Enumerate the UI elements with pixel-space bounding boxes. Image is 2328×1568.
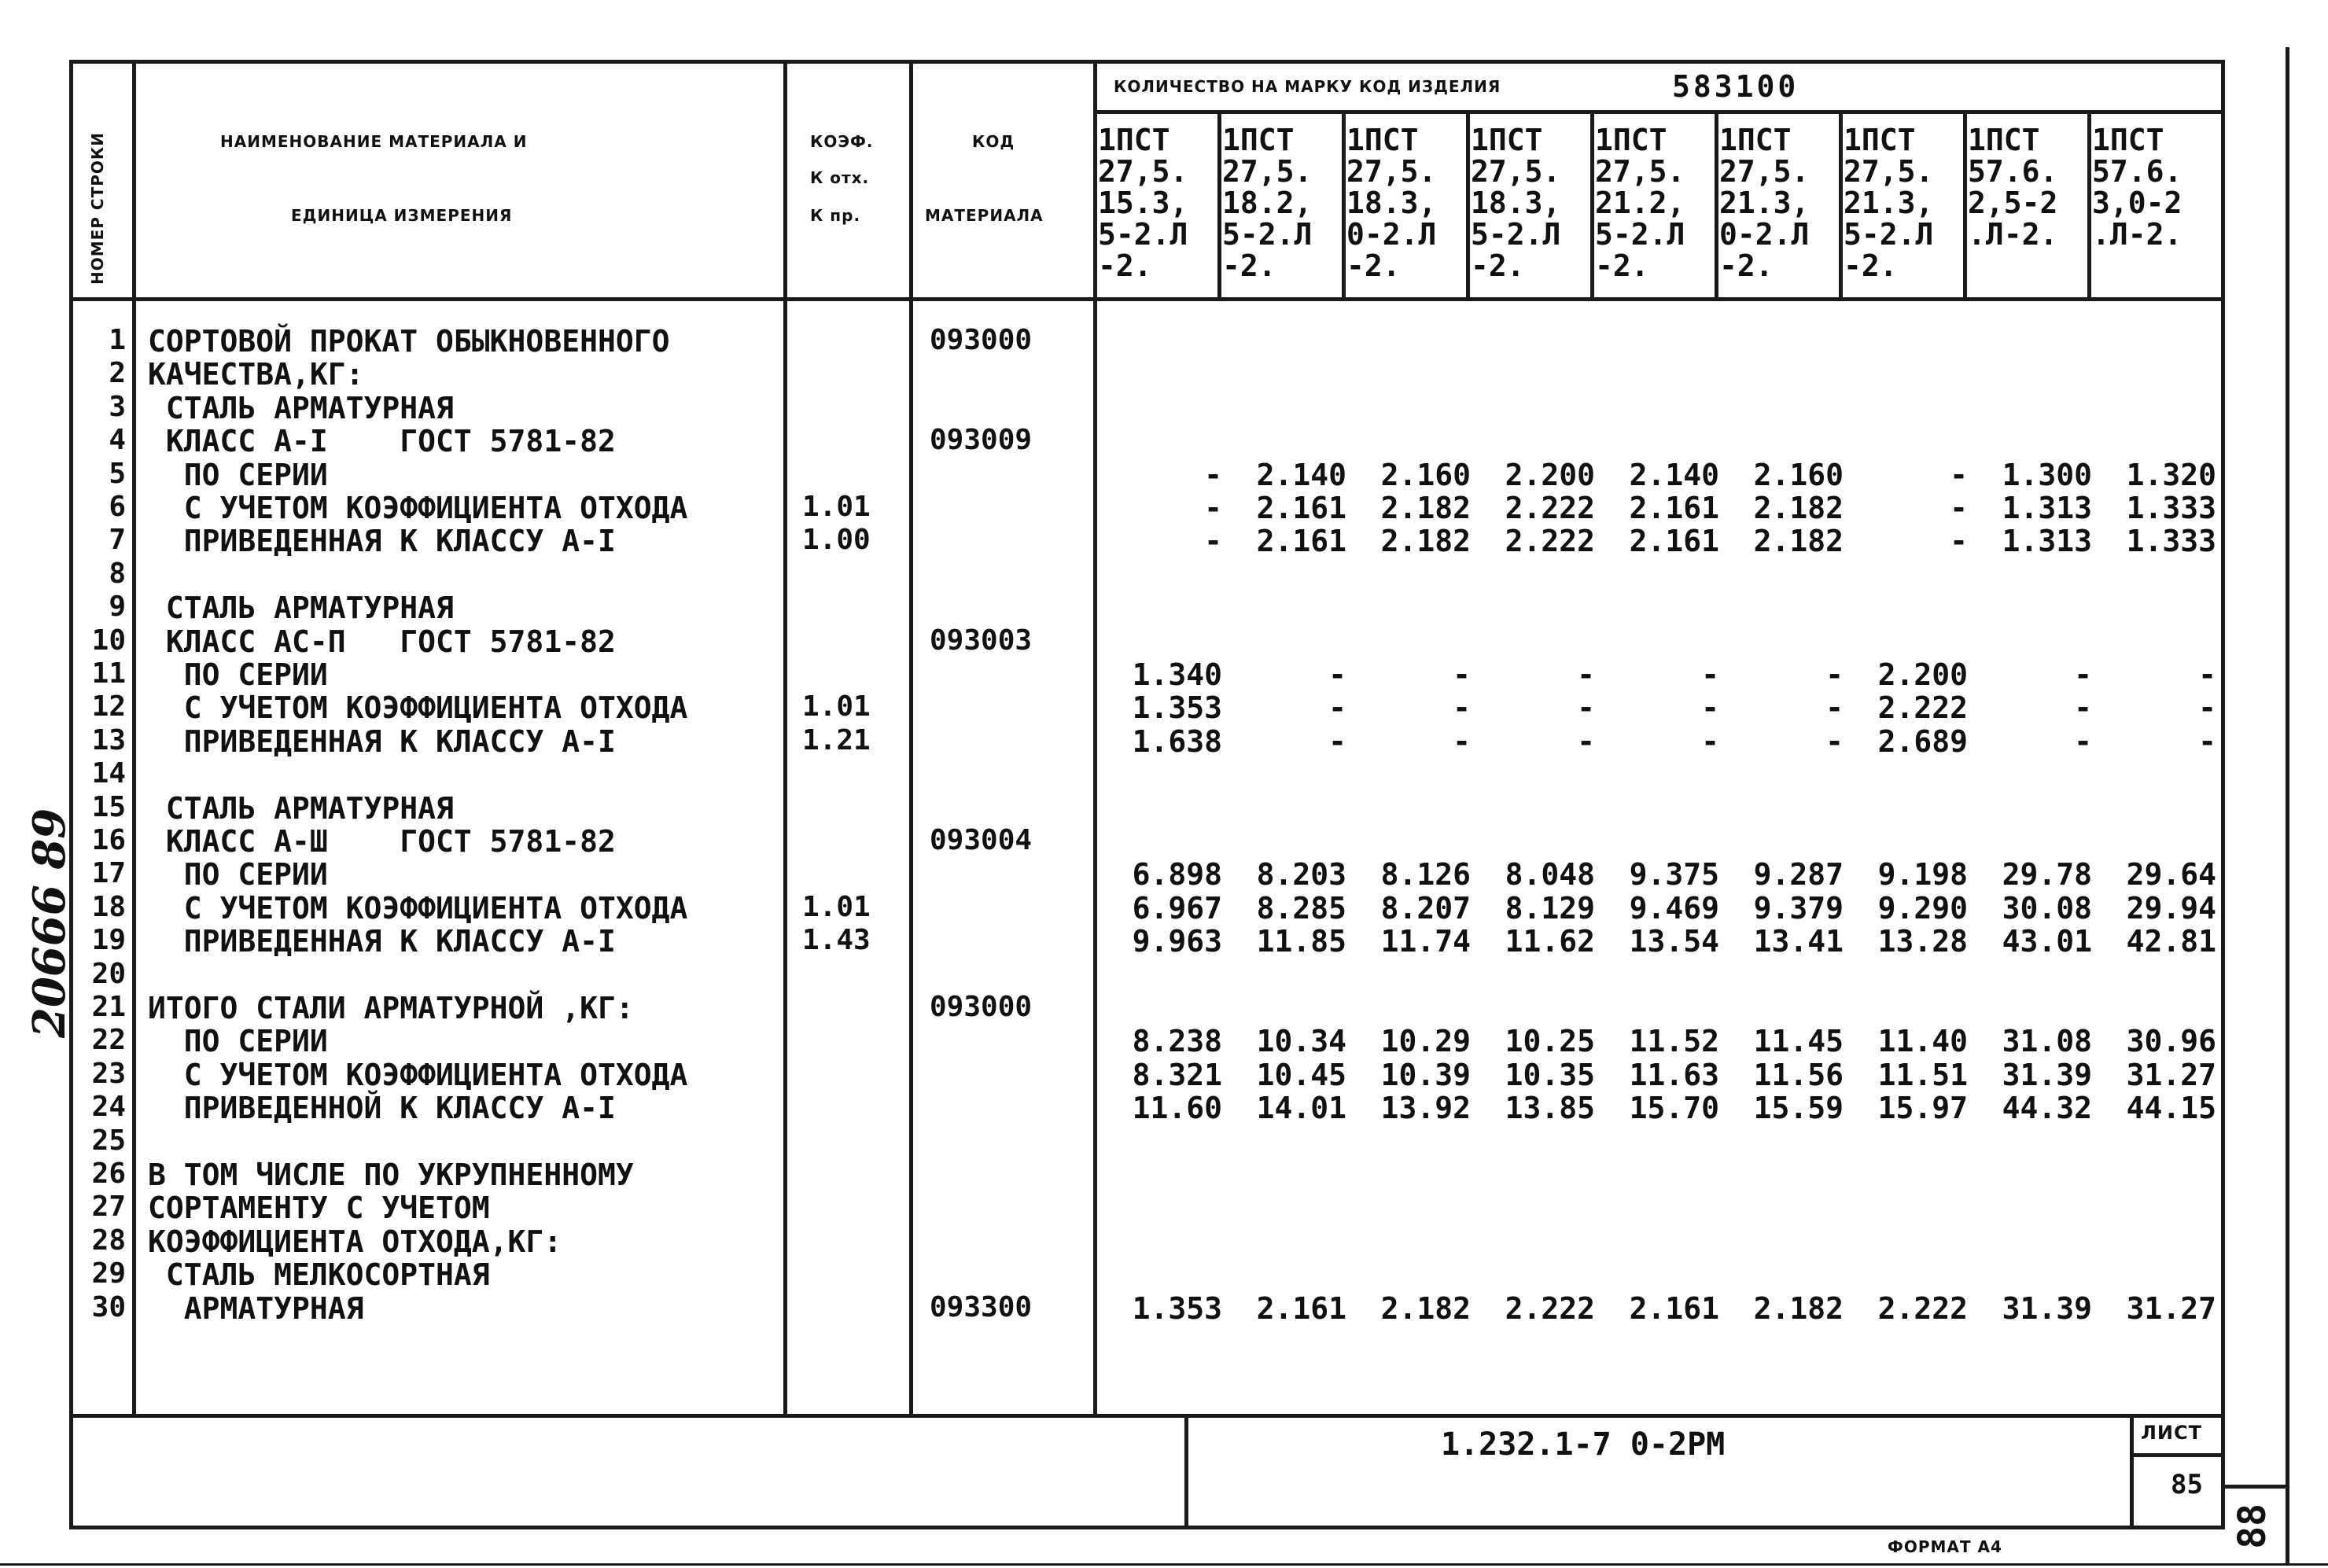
row-number: 12: [91, 690, 126, 723]
qty-header: КОЛИЧЕСТВО НА МАРКУ КОД ИЗДЕЛИЯ: [1114, 77, 1501, 96]
row-number: 27: [91, 1191, 126, 1224]
quantity-cell: 11.63: [1629, 1057, 1719, 1092]
quantity-cell: 1.313: [2002, 524, 2092, 559]
quantity-cell: 2.161: [1256, 1290, 1346, 1326]
quantity-cell: -: [2198, 690, 2216, 726]
quantity-cell: 42.81: [2126, 924, 2216, 959]
quantity-cell: 2.161: [1629, 491, 1719, 525]
sheet-box-divider: [2130, 1414, 2134, 1529]
material-name: ПО СЕРИИ: [148, 857, 328, 893]
quantity-cell: 2.160: [1380, 457, 1471, 492]
material-name: СТАЛЬ МЕЛКОСОРТНАЯ: [148, 1257, 490, 1293]
quantity-cell: 15.59: [1753, 1091, 1844, 1126]
quantity-cell: 1.333: [2126, 491, 2216, 525]
material-name: ПО СЕРИИ: [148, 457, 328, 492]
row-number: 9: [109, 591, 126, 624]
column-header-9: 1ПСТ 57.6. 3,0-2 .Л-2.: [2092, 123, 2182, 252]
row-number: 25: [91, 1124, 126, 1157]
sheet-number: 85: [2171, 1469, 2203, 1500]
row-number: 28: [91, 1224, 126, 1257]
margin-code: 20666 89: [24, 808, 76, 1038]
row-number: 30: [91, 1290, 126, 1323]
col-divider-1: [1217, 110, 1221, 301]
material-name: ИТОГО СТАЛИ АРМАТУРНОЙ ,КГ:: [148, 991, 634, 1025]
quantity-cell: 2.161: [1256, 524, 1346, 559]
quantity-cell: 2.182: [1753, 524, 1844, 559]
column-header-5: 1ПСТ 27,5. 21.2, 5-2.Л -2.: [1595, 123, 1685, 283]
material-name: ПРИВЕДЕННАЯ К КЛАССУ А-I: [148, 723, 616, 759]
quantity-cell: 9.290: [1877, 890, 1968, 926]
quantity-cell: 11.51: [1877, 1057, 1968, 1092]
quantity-cell: -: [1825, 690, 1844, 726]
material-name: ПО СЕРИИ: [148, 1024, 328, 1059]
stamp-line: [2130, 1453, 2224, 1457]
name-header-line2: ЕДИНИЦА ИЗМЕРЕНИЯ: [291, 206, 513, 225]
col-divider-6: [1839, 110, 1843, 301]
quantity-cell: 11.62: [1505, 924, 1595, 959]
quantity-cell: 8.207: [1380, 890, 1471, 926]
col-divider-7: [1963, 110, 1967, 301]
quantity-cell: 15.97: [1877, 1091, 1968, 1126]
quantity-cell: -: [1950, 524, 1968, 559]
row-number: 1: [109, 324, 126, 356]
row-number: 11: [91, 657, 126, 690]
quantity-cell: 1.353: [1132, 690, 1222, 726]
column-header-1: 1ПСТ 27,5. 15.3, 5-2.Л -2.: [1098, 123, 1188, 283]
format-label: ФОРМАТ А4: [1888, 1537, 2002, 1556]
document-code: 1.232.1-7 0-2РМ: [1441, 1426, 1726, 1463]
column-header-3: 1ПСТ 27,5. 18.3, 0-2.Л -2.: [1346, 123, 1437, 283]
stamp-divider: [1184, 1414, 1188, 1529]
quantity-cell: 8.238: [1132, 1024, 1222, 1059]
frame-left: [69, 60, 73, 1529]
col-divider-8: [2087, 110, 2091, 301]
column-header-8: 1ПСТ 57.6. 2,5-2 .Л-2.: [1968, 123, 2058, 252]
quantity-cell: 1.638: [1132, 723, 1222, 759]
quantity-cell: -: [1577, 723, 1595, 759]
quantity-cell: 2.182: [1380, 524, 1471, 559]
row-number: 4: [109, 424, 126, 457]
material-name: АРМАТУРНАЯ: [148, 1290, 364, 1326]
quantity-cell: 31.27: [2126, 1290, 2216, 1326]
quantity-cell: 6.967: [1132, 890, 1222, 926]
quantity-cell: -: [1701, 657, 1719, 692]
row-number: 7: [109, 524, 126, 557]
coefficient: 1.21: [802, 723, 871, 756]
quantity-cell: 2.161: [1629, 1290, 1719, 1326]
quantity-cell: -: [1950, 491, 1968, 525]
quantity-cell: 13.85: [1505, 1091, 1595, 1126]
row-number: 15: [91, 790, 126, 823]
row-number: 22: [91, 1024, 126, 1057]
quantity-cell: 1.340: [1132, 657, 1222, 692]
quantity-cell: 11.74: [1380, 924, 1471, 959]
quantity-cell: 8.048: [1505, 857, 1595, 893]
row-number: 21: [91, 991, 126, 1023]
row-number: 6: [109, 491, 126, 523]
column-header-2: 1ПСТ 27,5. 18.2, 5-2.Л -2.: [1222, 123, 1313, 283]
quantity-cell: 2.222: [1505, 491, 1595, 525]
coefficient: 1.00: [802, 524, 871, 557]
material-code: 093004: [930, 824, 1033, 856]
quantity-cell: 13.41: [1753, 924, 1844, 959]
quantity-cell: 10.45: [1256, 1057, 1346, 1092]
qty-header-line: [1093, 110, 2224, 114]
row-number: 26: [91, 1158, 126, 1190]
coefficient: 1.43: [802, 924, 871, 957]
row-number: 8: [109, 557, 126, 590]
quantity-cell: 2.222: [1877, 690, 1968, 726]
quantity-cell: 10.34: [1256, 1024, 1346, 1059]
quantity-cell: 11.85: [1256, 924, 1346, 959]
row-number: 10: [91, 624, 126, 657]
column-header-4: 1ПСТ 27,5. 18.3, 5-2.Л -2.: [1471, 123, 1561, 283]
quantity-cell: 11.52: [1629, 1024, 1719, 1059]
row-number: 16: [91, 824, 126, 856]
rownum-divider: [132, 60, 136, 1418]
material-name: КЛАСС А-Ш ГОСТ 5781-82: [148, 824, 616, 859]
side-sheet-number: 88: [2230, 1504, 2275, 1549]
quantity-cell: 1.320: [2126, 457, 2216, 492]
material-name: СОРТАМЕНТУ С УЧЕТОМ: [148, 1191, 490, 1226]
quantity-cell: 9.379: [1753, 890, 1844, 926]
quantity-cell: 11.60: [1132, 1091, 1222, 1126]
quantity-cell: -: [2074, 723, 2092, 759]
coef-header-line2: К отх.: [810, 168, 870, 187]
material-name: С УЧЕТОМ КОЭФФИЦИЕНТА ОТХОДА: [148, 690, 688, 726]
quantity-cell: 1.300: [2002, 457, 2092, 492]
quantity-cell: 8.129: [1505, 890, 1595, 926]
quantity-cell: 29.78: [2002, 857, 2092, 893]
column-header-7: 1ПСТ 27,5. 21.3, 5-2.Л -2.: [1844, 123, 1934, 283]
material-name: СТАЛЬ АРМАТУРНАЯ: [148, 790, 454, 826]
quantity-cell: 44.15: [2126, 1091, 2216, 1126]
quantity-cell: 11.45: [1753, 1024, 1844, 1059]
outer-right-edge: [2286, 47, 2289, 1565]
quantity-cell: 1.313: [2002, 491, 2092, 525]
quantity-cell: 1.333: [2126, 524, 2216, 559]
quantity-cell: 2.160: [1753, 457, 1844, 492]
code-header-line1: КОД: [972, 132, 1015, 151]
row-number: 5: [109, 457, 126, 490]
quantity-cell: -: [1950, 457, 1968, 492]
material-name: КАЧЕСТВА,КГ:: [148, 357, 364, 392]
product-code: 583100: [1672, 69, 1799, 104]
quantity-cell: -: [1328, 723, 1346, 759]
quantity-cell: -: [2074, 690, 2092, 726]
quantity-cell: 9.963: [1132, 924, 1222, 959]
coef-header-line3: К пр.: [810, 206, 861, 225]
row-number: 3: [109, 390, 126, 423]
quantity-cell: 10.25: [1505, 1024, 1595, 1059]
quantity-cell: 9.198: [1877, 857, 1968, 893]
quantity-cell: 9.287: [1753, 857, 1844, 893]
quantity-cell: 10.29: [1380, 1024, 1471, 1059]
quantity-cell: 13.54: [1629, 924, 1719, 959]
quantity-cell: 2.182: [1380, 491, 1471, 525]
quantity-cell: -: [1825, 723, 1844, 759]
quantity-cell: 11.56: [1753, 1057, 1844, 1092]
quantity-cell: 2.161: [1256, 491, 1346, 525]
quantity-cell: 2.222: [1505, 1290, 1595, 1326]
col-divider-5: [1715, 110, 1718, 301]
coef-divider: [909, 60, 913, 1418]
name-header-line1: НАИМЕНОВАНИЕ МАТЕРИАЛА И: [220, 132, 528, 151]
quantity-cell: -: [2198, 657, 2216, 692]
quantity-cell: 2.200: [1877, 657, 1968, 692]
header-bottom-line: [69, 297, 2224, 301]
quantity-cell: -: [1204, 524, 1222, 559]
name-divider: [783, 60, 787, 1418]
material-name: СТАЛЬ АРМАТУРНАЯ: [148, 591, 454, 626]
coefficient: 1.01: [802, 690, 871, 723]
quantity-cell: -: [1577, 657, 1595, 692]
quantity-cell: -: [1701, 690, 1719, 726]
material-name: ПРИВЕДЕННОЙ К КЛАССУ А-I: [148, 1091, 616, 1126]
quantity-cell: 44.32: [2002, 1091, 2092, 1126]
quantity-cell: 43.01: [2002, 924, 2092, 959]
quantity-cell: -: [1328, 690, 1346, 726]
quantity-cell: -: [1204, 457, 1222, 492]
quantity-cell: 2.222: [1877, 1290, 1968, 1326]
sheet-label: ЛИСТ: [2141, 1422, 2203, 1444]
quantity-cell: 2.182: [1380, 1290, 1471, 1326]
material-name: СТАЛЬ АРМАТУРНАЯ: [148, 390, 454, 425]
coefficient: 1.01: [802, 890, 871, 923]
quantity-cell: 31.39: [2002, 1290, 2092, 1326]
coef-header-line1: КОЭФ.: [810, 132, 874, 151]
quantity-cell: 13.28: [1877, 924, 1968, 959]
quantity-cell: 2.161: [1629, 524, 1719, 559]
code-header-line2: МАТЕРИАЛА: [925, 206, 1044, 225]
material-code: 093009: [930, 424, 1033, 457]
quantity-cell: -: [1204, 491, 1222, 525]
row-number: 23: [91, 1057, 126, 1090]
quantity-cell: -: [1328, 657, 1346, 692]
quantity-cell: 2.182: [1753, 491, 1844, 525]
frame-right: [2221, 60, 2225, 1529]
material-name: КЛАСС А-I ГОСТ 5781-82: [148, 424, 616, 459]
quantity-cell: 29.94: [2126, 890, 2216, 926]
material-name: С УЧЕТОМ КОЭФФИЦИЕНТА ОТХОДА: [148, 890, 688, 926]
quantity-cell: 30.08: [2002, 890, 2092, 926]
coefficient: 1.01: [802, 491, 871, 523]
quantity-cell: 8.203: [1256, 857, 1346, 893]
code-divider: [1093, 60, 1097, 1418]
quantity-cell: -: [1453, 723, 1471, 759]
quantity-cell: -: [1577, 690, 1595, 726]
quantity-cell: 15.70: [1629, 1091, 1719, 1126]
quantity-cell: 9.469: [1629, 890, 1719, 926]
material-name: СОРТОВОЙ ПРОКАТ ОБЫКНОВЕННОГО: [148, 324, 670, 359]
material-code: 093003: [930, 624, 1033, 657]
frame-bottom: [69, 1526, 2224, 1529]
frame-top: [69, 60, 2224, 64]
quantity-cell: 31.27: [2126, 1057, 2216, 1092]
quantity-cell: 8.321: [1132, 1057, 1222, 1092]
quantity-cell: -: [2198, 723, 2216, 759]
quantity-cell: 10.35: [1505, 1057, 1595, 1092]
quantity-cell: 2.689: [1877, 723, 1968, 759]
material-name: В ТОМ ЧИСЛЕ ПО УКРУПНЕННОМУ: [148, 1158, 634, 1192]
row-number: 2: [109, 357, 126, 390]
quantity-cell: 9.375: [1629, 857, 1719, 893]
row-number: 18: [91, 890, 126, 923]
col-divider-4: [1590, 110, 1594, 301]
row-number: 17: [91, 857, 126, 890]
quantity-cell: 30.96: [2126, 1024, 2216, 1059]
quantity-cell: 2.200: [1505, 457, 1595, 492]
material-code: 093300: [930, 1290, 1033, 1323]
material-name: КОЭФФИЦИЕНТА ОТХОДА,КГ:: [148, 1224, 562, 1259]
quantity-cell: 2.222: [1505, 524, 1595, 559]
material-name: ПРИВЕДЕННАЯ К КЛАССУ А-I: [148, 524, 616, 559]
material-name: КЛАСС АС-П ГОСТ 5781-82: [148, 624, 616, 659]
material-name: ПРИВЕДЕННАЯ К КЛАССУ А-I: [148, 924, 616, 959]
row-number: 14: [91, 757, 126, 790]
quantity-cell: 14.01: [1256, 1091, 1346, 1126]
quantity-cell: 2.140: [1256, 457, 1346, 492]
row-number-header: НОМЕР СТРОКИ: [88, 132, 107, 285]
column-header-6: 1ПСТ 27,5. 21.3, 0-2.Л -2.: [1719, 123, 1810, 283]
side-box-top: [2221, 1485, 2288, 1489]
row-number: 20: [91, 957, 126, 990]
bottom-rule: [0, 1563, 2328, 1566]
quantity-cell: 31.08: [2002, 1024, 2092, 1059]
quantity-cell: -: [1825, 657, 1844, 692]
row-number: 24: [91, 1091, 126, 1124]
col-divider-2: [1342, 110, 1346, 301]
quantity-cell: 2.182: [1753, 1290, 1844, 1326]
material-name: С УЧЕТОМ КОЭФФИЦИЕНТА ОТХОДА: [148, 491, 688, 525]
material-name: С УЧЕТОМ КОЭФФИЦИЕНТА ОТХОДА: [148, 1057, 688, 1092]
material-code: 093000: [930, 324, 1033, 356]
material-code: 093000: [930, 991, 1033, 1023]
quantity-cell: 31.39: [2002, 1057, 2092, 1092]
quantity-cell: 29.64: [2126, 857, 2216, 893]
quantity-cell: 13.92: [1380, 1091, 1471, 1126]
row-number: 19: [91, 924, 126, 957]
quantity-cell: 10.39: [1380, 1057, 1471, 1092]
quantity-cell: -: [1701, 723, 1719, 759]
quantity-cell: 1.353: [1132, 1290, 1222, 1326]
quantity-cell: 8.285: [1256, 890, 1346, 926]
row-number: 29: [91, 1257, 126, 1290]
row-number: 13: [91, 723, 126, 756]
quantity-cell: -: [2074, 657, 2092, 692]
quantity-cell: 2.140: [1629, 457, 1719, 492]
quantity-cell: 11.40: [1877, 1024, 1968, 1059]
material-name: ПО СЕРИИ: [148, 657, 328, 692]
quantity-cell: 8.126: [1380, 857, 1471, 893]
quantity-cell: 6.898: [1132, 857, 1222, 893]
col-divider-3: [1466, 110, 1470, 301]
quantity-cell: -: [1453, 657, 1471, 692]
quantity-cell: -: [1453, 690, 1471, 726]
table-bottom-line: [69, 1414, 2224, 1418]
